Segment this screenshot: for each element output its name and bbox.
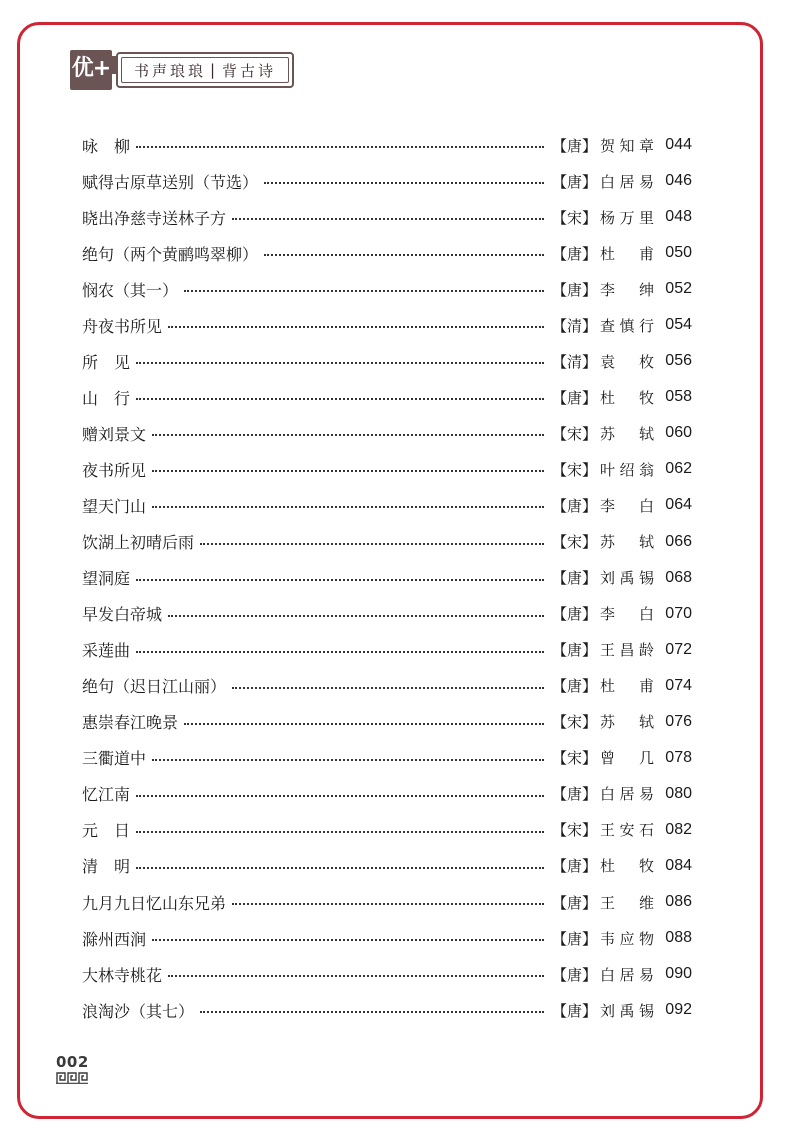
dynasty-label: 【宋】 bbox=[551, 713, 597, 732]
section-banner-inner bbox=[121, 57, 289, 83]
entry-page-number: 082 bbox=[665, 820, 692, 838]
poet-name: 查慎行 bbox=[600, 316, 654, 335]
poem-title: 浪淘沙（其七） bbox=[82, 1001, 195, 1021]
dynasty-label: 【唐】 bbox=[551, 785, 597, 804]
page-number: 002 bbox=[56, 1053, 89, 1071]
dynasty-label: 【唐】 bbox=[551, 641, 597, 660]
poem-title: 三衢道中 bbox=[82, 749, 147, 769]
dot-leader bbox=[184, 290, 544, 292]
dot-leader bbox=[264, 182, 544, 184]
poem-title: 采莲曲 bbox=[82, 641, 131, 661]
banner-left-text: 书声琅琅 bbox=[133, 61, 206, 80]
entry-meta bbox=[552, 279, 692, 300]
dynasty-label: 【宋】 bbox=[551, 424, 597, 443]
dot-leader bbox=[200, 543, 544, 545]
poet-name: 贺知章 bbox=[600, 136, 654, 155]
banner-right-text: 背古诗 bbox=[222, 61, 277, 80]
entry-meta bbox=[552, 495, 692, 516]
entry-page-number: 052 bbox=[665, 280, 692, 298]
entry-meta bbox=[552, 1000, 692, 1021]
entry-meta bbox=[552, 135, 692, 156]
dynasty-label: 【宋】 bbox=[551, 749, 597, 768]
poem-title: 大林寺桃花 bbox=[82, 965, 163, 985]
dynasty-label: 【宋】 bbox=[551, 460, 597, 479]
toc-entry bbox=[82, 415, 692, 451]
entry-page-number: 076 bbox=[665, 712, 692, 730]
toc-entry bbox=[82, 848, 692, 884]
dot-leader bbox=[152, 434, 544, 436]
dynasty-label: 【唐】 bbox=[551, 136, 597, 155]
dynasty-label: 【宋】 bbox=[551, 208, 597, 227]
entry-meta bbox=[552, 711, 692, 732]
poem-title: 早发白帝城 bbox=[82, 605, 163, 625]
entry-page-number: 092 bbox=[665, 1001, 692, 1019]
poet-name: 白居易 bbox=[600, 785, 654, 804]
dynasty-label: 【清】 bbox=[551, 352, 597, 371]
toc-entry bbox=[82, 812, 692, 848]
poem-title: 绝句（迟日江山丽） bbox=[82, 677, 227, 697]
toc-entry bbox=[82, 487, 692, 523]
poem-title: 夜书所见 bbox=[82, 460, 147, 480]
entry-meta bbox=[552, 639, 692, 660]
toc-entry bbox=[82, 560, 692, 596]
poem-title: 绝句（两个黄鹂鸣翠柳） bbox=[82, 244, 259, 264]
entry-meta bbox=[552, 964, 692, 985]
toc-entry bbox=[82, 235, 692, 271]
toc-entry bbox=[82, 920, 692, 956]
toc-entry bbox=[82, 343, 692, 379]
logo-text: 优+ bbox=[71, 56, 111, 81]
banner-separator: | bbox=[209, 61, 219, 79]
dot-leader bbox=[152, 506, 544, 508]
dot-leader bbox=[152, 470, 544, 472]
entry-page-number: 088 bbox=[665, 929, 692, 947]
dynasty-label: 【唐】 bbox=[551, 496, 597, 515]
toc-entry bbox=[82, 307, 692, 343]
poet-name: 杜 牧 bbox=[600, 857, 654, 876]
entry-meta bbox=[552, 603, 692, 624]
poem-title: 望洞庭 bbox=[82, 569, 131, 589]
toc-entry bbox=[82, 956, 692, 992]
poem-title: 晓出净慈寺送林子方 bbox=[82, 208, 227, 228]
fret-ornament-icon bbox=[56, 1072, 88, 1084]
entry-page-number: 064 bbox=[665, 496, 692, 514]
dot-leader bbox=[264, 254, 544, 256]
dot-leader bbox=[136, 867, 544, 869]
entry-meta bbox=[552, 892, 692, 913]
poem-title: 滁州西涧 bbox=[82, 929, 147, 949]
entry-page-number: 066 bbox=[665, 532, 692, 550]
entry-meta bbox=[552, 243, 692, 264]
toc-entry bbox=[82, 163, 692, 199]
toc-entry bbox=[82, 632, 692, 668]
entry-page-number: 090 bbox=[665, 965, 692, 983]
entry-meta bbox=[552, 783, 692, 804]
dot-leader bbox=[152, 939, 544, 941]
poem-title: 饮湖上初晴后雨 bbox=[82, 533, 195, 553]
entry-page-number: 080 bbox=[665, 784, 692, 802]
poet-name: 王安石 bbox=[600, 821, 654, 840]
poet-name: 王昌龄 bbox=[600, 641, 654, 660]
dot-leader bbox=[168, 615, 544, 617]
dynasty-label: 【唐】 bbox=[551, 965, 597, 984]
entry-page-number: 062 bbox=[665, 460, 692, 478]
poet-name: 杜 甫 bbox=[600, 244, 654, 263]
poet-name: 李 白 bbox=[600, 605, 654, 624]
poet-name: 李 绅 bbox=[600, 280, 654, 299]
poet-name: 白居易 bbox=[600, 172, 654, 191]
poet-name: 杜 牧 bbox=[600, 388, 654, 407]
entry-page-number: 086 bbox=[665, 893, 692, 910]
dynasty-label: 【宋】 bbox=[551, 821, 597, 840]
dot-leader bbox=[168, 326, 544, 328]
poet-name: 李 白 bbox=[600, 496, 654, 515]
toc-entry bbox=[82, 704, 692, 740]
dot-leader bbox=[152, 759, 544, 761]
dynasty-label: 【唐】 bbox=[551, 929, 597, 948]
entry-page-number: 044 bbox=[665, 136, 692, 154]
entry-page-number: 084 bbox=[665, 856, 692, 874]
brand-logo bbox=[70, 50, 112, 90]
poet-name: 刘禹锡 bbox=[600, 569, 654, 588]
poem-title: 山 行 bbox=[82, 388, 131, 408]
entry-page-number: 068 bbox=[665, 568, 692, 586]
poem-title: 元 日 bbox=[82, 821, 131, 841]
poem-title: 惠崇春江晚景 bbox=[82, 713, 179, 733]
entry-meta bbox=[552, 819, 692, 840]
dot-leader bbox=[168, 975, 544, 977]
poem-title: 咏 柳 bbox=[82, 136, 131, 156]
dot-leader bbox=[136, 795, 544, 797]
toc-entry bbox=[82, 668, 692, 704]
entry-page-number: 074 bbox=[665, 676, 692, 694]
entry-meta bbox=[552, 315, 692, 336]
entry-meta bbox=[552, 171, 692, 192]
entry-meta bbox=[552, 459, 692, 480]
entry-meta bbox=[552, 531, 692, 552]
dynasty-label: 【唐】 bbox=[551, 172, 597, 191]
dynasty-label: 【宋】 bbox=[551, 533, 597, 552]
dynasty-label: 【唐】 bbox=[551, 857, 597, 876]
dynasty-label: 【唐】 bbox=[551, 569, 597, 588]
dot-leader bbox=[136, 831, 544, 833]
poem-title: 赋得古原草送别（节选） bbox=[82, 172, 259, 192]
toc-entry bbox=[82, 379, 692, 415]
poet-name: 苏 轼 bbox=[600, 424, 654, 443]
poem-title: 忆江南 bbox=[82, 785, 131, 805]
dot-leader bbox=[232, 218, 544, 220]
dynasty-label: 【唐】 bbox=[551, 280, 597, 299]
entry-page-number: 048 bbox=[665, 208, 692, 226]
poet-name: 苏 轼 bbox=[600, 713, 654, 732]
toc-entry bbox=[82, 884, 692, 920]
dynasty-label: 【唐】 bbox=[551, 388, 597, 407]
toc-entry bbox=[82, 776, 692, 812]
entry-page-number: 058 bbox=[665, 388, 692, 406]
table-of-contents bbox=[82, 127, 692, 1028]
entry-meta bbox=[552, 423, 692, 444]
entry-page-number: 056 bbox=[665, 352, 692, 370]
dot-leader bbox=[232, 903, 544, 905]
dot-leader bbox=[136, 398, 544, 400]
entry-meta bbox=[552, 855, 692, 876]
entry-meta bbox=[552, 207, 692, 228]
entry-meta bbox=[552, 928, 692, 949]
poem-title: 舟夜书所见 bbox=[82, 316, 163, 336]
section-banner bbox=[116, 52, 294, 88]
toc-entry bbox=[82, 740, 692, 776]
poet-name: 王 维 bbox=[600, 893, 654, 912]
entry-page-number: 046 bbox=[665, 172, 692, 190]
dot-leader bbox=[136, 146, 544, 148]
poet-name: 曾 几 bbox=[600, 749, 654, 768]
dot-leader bbox=[136, 579, 544, 581]
poet-name: 叶绍翁 bbox=[600, 460, 654, 479]
dynasty-label: 【唐】 bbox=[551, 893, 597, 912]
entry-page-number: 078 bbox=[665, 748, 692, 766]
poem-title: 九月九日忆山东兄弟 bbox=[82, 893, 227, 913]
entry-meta bbox=[552, 747, 692, 768]
dynasty-label: 【唐】 bbox=[551, 1001, 597, 1020]
poet-name: 韦应物 bbox=[600, 929, 654, 948]
toc-entry bbox=[82, 199, 692, 235]
poet-name: 白居易 bbox=[600, 965, 654, 984]
dynasty-label: 【唐】 bbox=[551, 244, 597, 263]
dot-leader bbox=[136, 651, 544, 653]
entry-page-number: 070 bbox=[665, 604, 692, 622]
entry-page-number: 050 bbox=[665, 244, 692, 262]
dot-leader bbox=[136, 362, 544, 364]
dynasty-label: 【唐】 bbox=[551, 677, 597, 696]
entry-page-number: 072 bbox=[665, 640, 692, 658]
poet-name: 刘禹锡 bbox=[600, 1001, 654, 1020]
poet-name: 杨万里 bbox=[600, 208, 654, 227]
poem-title: 悯农（其一） bbox=[82, 280, 179, 300]
toc-entry bbox=[82, 127, 692, 163]
toc-entry bbox=[82, 271, 692, 307]
toc-entry bbox=[82, 992, 692, 1028]
entry-meta bbox=[552, 567, 692, 588]
entry-page-number: 060 bbox=[665, 424, 692, 442]
dot-leader bbox=[184, 723, 544, 725]
dynasty-label: 【唐】 bbox=[551, 605, 597, 624]
entry-meta bbox=[552, 675, 692, 696]
entry-meta bbox=[552, 387, 692, 408]
poem-title: 所 见 bbox=[82, 352, 131, 372]
toc-entry bbox=[82, 524, 692, 560]
poem-title: 望天门山 bbox=[82, 496, 147, 516]
entry-page-number: 054 bbox=[665, 316, 692, 334]
toc-entry bbox=[82, 451, 692, 487]
dynasty-label: 【清】 bbox=[551, 316, 597, 335]
poet-name: 苏 轼 bbox=[600, 533, 654, 552]
poet-name: 杜 甫 bbox=[600, 677, 654, 696]
poem-title: 清 明 bbox=[82, 857, 131, 877]
dot-leader bbox=[232, 687, 544, 689]
poet-name: 袁 枚 bbox=[600, 352, 654, 371]
poem-title: 赠刘景文 bbox=[82, 424, 147, 444]
toc-entry bbox=[82, 596, 692, 632]
dot-leader bbox=[200, 1011, 544, 1013]
entry-meta bbox=[552, 351, 692, 372]
